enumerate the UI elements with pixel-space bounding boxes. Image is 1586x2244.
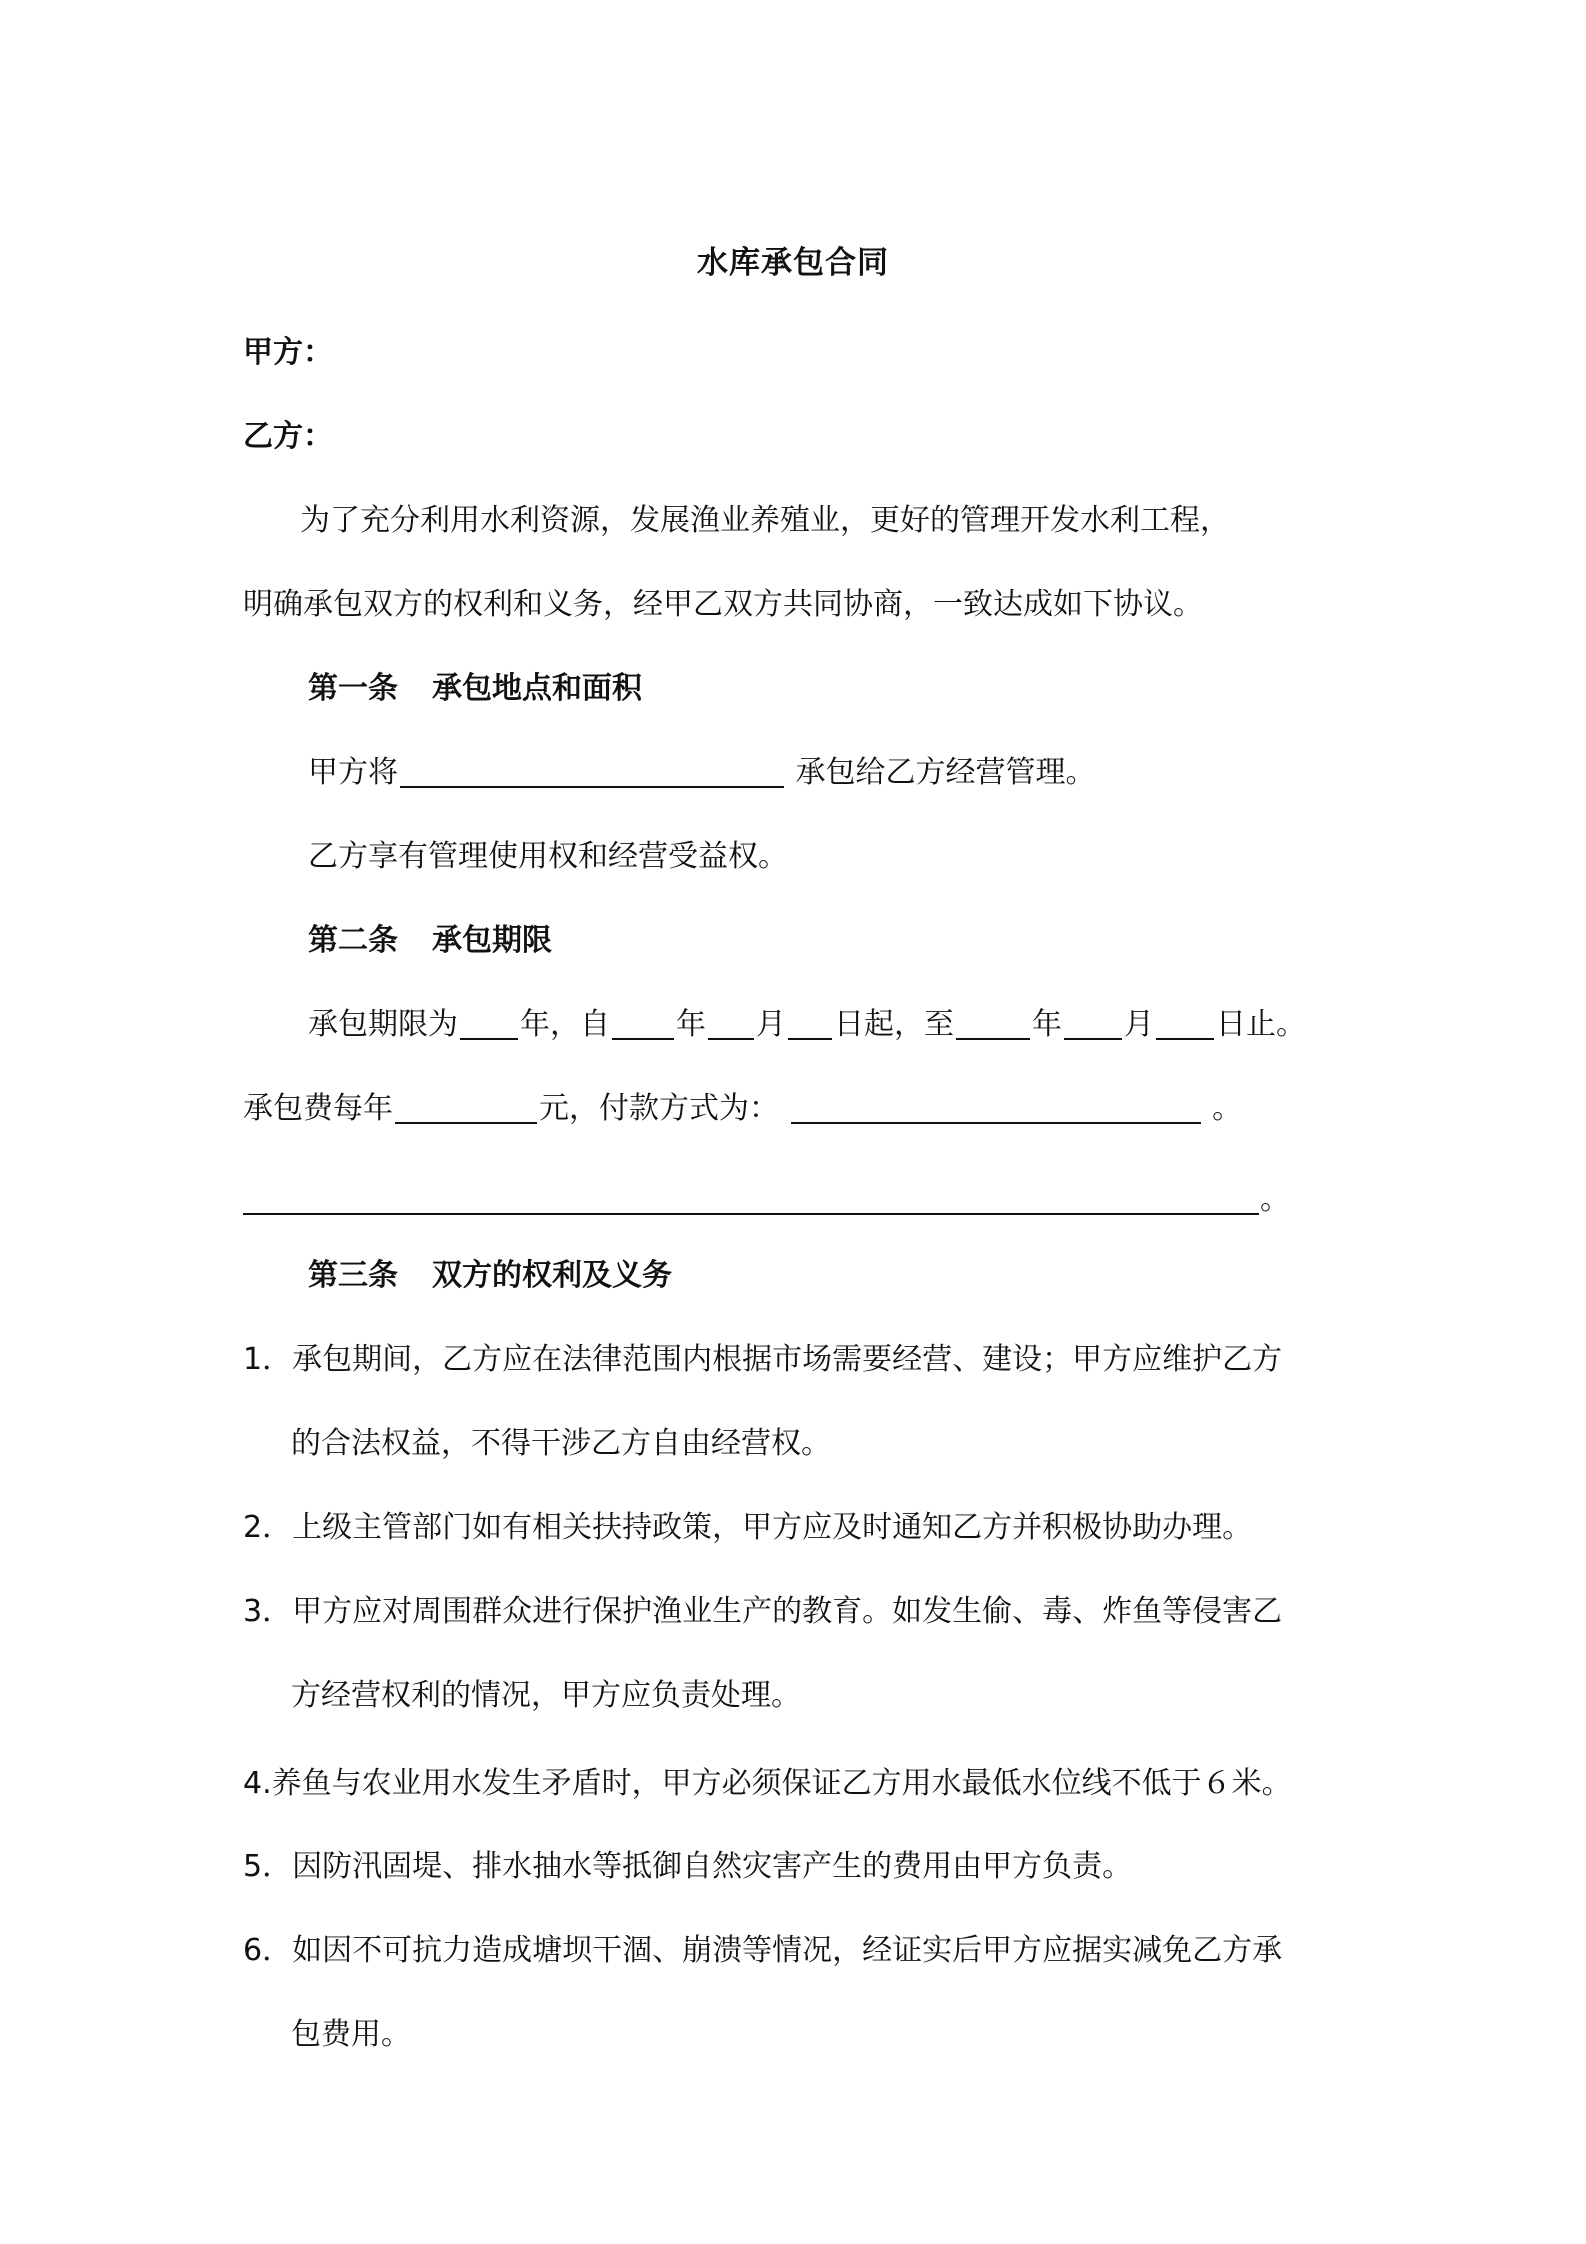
article-3-number: 第三条 <box>308 1258 398 1293</box>
list-item <box>243 1764 1292 1804</box>
end-day-blank <box>1156 1008 1214 1040</box>
intro-line-1: 为了充分利用水利资源，发展渔业养殖业，更好的管理开发水利工程， <box>300 503 1230 538</box>
end-year-blank <box>956 1008 1030 1040</box>
list-item-number: 3． <box>243 1594 293 1629</box>
article-1-line-1 <box>308 753 1096 793</box>
article-2-term-line <box>308 1005 1306 1045</box>
article-1-heading <box>308 669 642 709</box>
term-text-a: 承包期限为 <box>308 1007 458 1042</box>
list-item <box>243 1931 1282 1971</box>
party-a-label: 甲方： <box>243 335 333 370</box>
article-3-title: 双方的权利及义务 <box>432 1258 672 1293</box>
fee-text-b: 元，付款方式为： <box>539 1091 779 1126</box>
term-text-g: 月 <box>1124 1007 1154 1042</box>
payment-method-continued-blank <box>243 1213 1259 1215</box>
article-1-title: 承包地点和面积 <box>432 671 642 706</box>
fee-amount-blank <box>395 1092 537 1124</box>
start-month-blank <box>708 1008 754 1040</box>
start-year-blank <box>612 1008 674 1040</box>
article-3-heading <box>308 1256 672 1296</box>
term-text-b: 年，自 <box>520 1007 610 1042</box>
list-item-text: 上级主管部门如有相关扶持政策，甲方应及时通知乙方并积极协助办理。 <box>292 1510 1253 1545</box>
list-item <box>243 1340 1282 1380</box>
document-title: 水库承包合同 <box>697 245 889 281</box>
article-2-number: 第二条 <box>308 923 398 958</box>
list-item-number: 6． <box>243 1933 293 1968</box>
list-item-text: 如因不可抗力造成塘坝干涸、崩溃等情况，经证实后甲方应据实减免乙方承 <box>292 1933 1283 1968</box>
list-item <box>243 1592 1282 1632</box>
payment-method-end-period: 。 <box>1260 1182 1290 1217</box>
article-2-fee-line <box>243 1089 1242 1129</box>
list-item-text: 因防汛固堤、排水抽水等抵御自然灾害产生的费用由甲方负责。 <box>292 1849 1133 1884</box>
payment-method-blank <box>791 1092 1201 1124</box>
start-day-blank <box>788 1008 832 1040</box>
term-years-blank <box>460 1008 518 1040</box>
article-1-text-b: 承包给乙方经营管理。 <box>795 755 1096 790</box>
term-text-h: 日止。 <box>1216 1007 1306 1042</box>
term-text-d: 月 <box>756 1007 786 1042</box>
party-b-label: 乙方： <box>243 419 333 454</box>
fee-text-c: 。 <box>1212 1091 1243 1126</box>
list-item-continuation: 包费用。 <box>291 2017 411 2052</box>
list-item-continuation: 的合法权益，不得干涉乙方自由经营权。 <box>291 1426 831 1461</box>
list-item <box>243 1508 1252 1548</box>
list-item <box>243 1847 1132 1887</box>
article-2-title: 承包期限 <box>432 923 552 958</box>
fee-text-a: 承包费每年 <box>243 1091 393 1126</box>
list-item-number: 4. <box>243 1766 272 1801</box>
list-item-number: 1． <box>243 1342 293 1377</box>
intro-line-2: 明确承包双方的权利和义务，经甲乙双方共同协商，一致达成如下协议。 <box>243 587 1203 622</box>
article-1-line-2: 乙方享有管理使用权和经营受益权。 <box>308 839 788 874</box>
location-blank <box>400 756 784 788</box>
list-item-text: 承包期间，乙方应在法律范围内根据市场需要经营、建设；甲方应维护乙方 <box>292 1342 1283 1377</box>
term-text-e: 日起，至 <box>834 1007 954 1042</box>
term-text-c: 年 <box>676 1007 706 1042</box>
article-2-heading <box>308 921 552 961</box>
article-1-number: 第一条 <box>308 671 398 706</box>
list-item-number: 2． <box>243 1510 293 1545</box>
list-item-number: 5． <box>243 1849 293 1884</box>
end-month-blank <box>1064 1008 1122 1040</box>
list-item-continuation: 方经营权利的情况，甲方应负责处理。 <box>291 1678 801 1713</box>
article-1-text-a: 甲方将 <box>308 755 398 790</box>
list-item-text: 甲方应对周围群众进行保护渔业生产的教育。如发生偷、毒、炸鱼等侵害乙 <box>292 1594 1283 1629</box>
term-text-f: 年 <box>1032 1007 1062 1042</box>
list-item-text: 养鱼与农业用水发生矛盾时，甲方必须保证乙方用水最低水位线不低于６米。 <box>271 1766 1292 1801</box>
